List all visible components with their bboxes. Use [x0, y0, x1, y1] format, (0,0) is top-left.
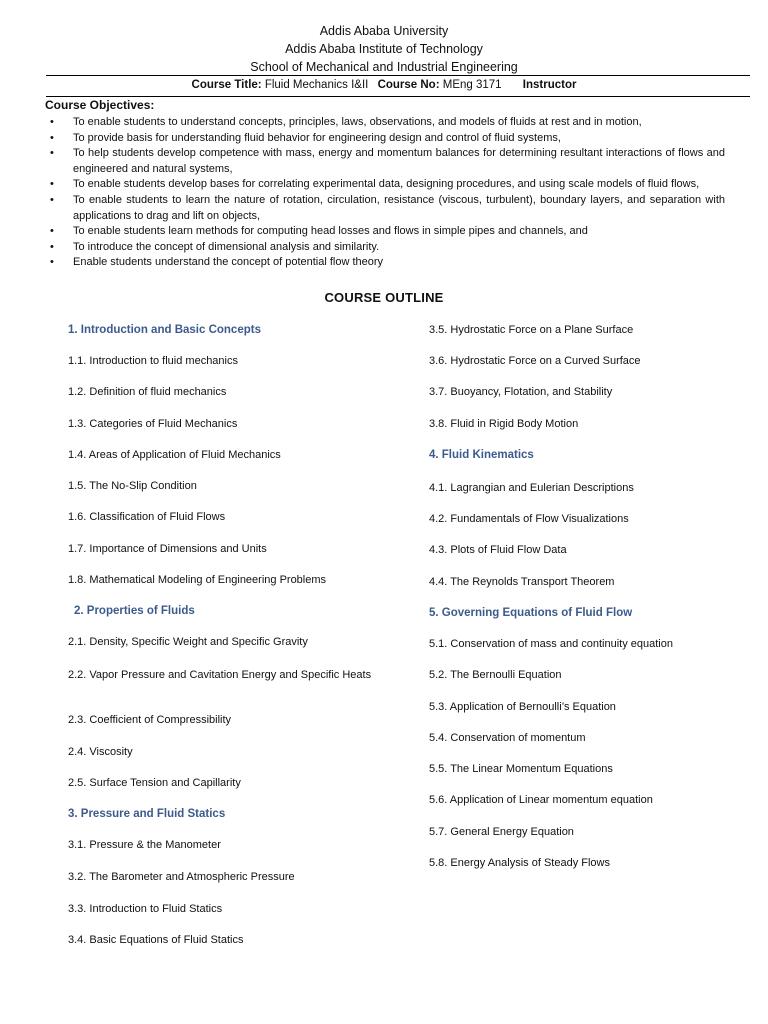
- outline-item: 4.3. Plots of Fluid Flow Data: [429, 544, 567, 556]
- objective-item: [45, 255, 725, 271]
- outline-item: 5.7. General Energy Equation: [429, 826, 574, 838]
- objective-text: To enable students learn methods for computing head losses and flows in simple pipes and channels, and: [73, 225, 588, 238]
- outline-item: 3.8. Fluid in Rigid Body Motion: [429, 418, 579, 430]
- outline-item: 2.5. Surface Tension and Capillarity: [68, 777, 241, 789]
- bullet-icon: •: [50, 178, 54, 191]
- course-number-label: Course No:: [377, 79, 440, 91]
- objective-text: To enable students to learn the nature of rotation, circulation, resistance (viscous, turbulent), boundary layers, and separation with applications to drag and lift on objects,: [73, 193, 725, 222]
- document-header: [0, 22, 768, 76]
- outline-section-heading: 3. Pressure and Fluid Statics: [68, 808, 226, 820]
- objective-item: [45, 224, 725, 240]
- objective-text: To introduce the concept of dimensional analysis and similarity.: [73, 240, 380, 253]
- objectives-heading: Course Objectives:: [45, 98, 155, 112]
- bullet-icon: •: [50, 240, 54, 253]
- outline-item: 4.4. The Reynolds Transport Theorem: [429, 576, 615, 588]
- university-name: Addis Ababa University: [319, 24, 449, 38]
- outline-item: 5.8. Energy Analysis of Steady Flows: [429, 857, 610, 869]
- objective-item: [45, 240, 725, 256]
- outline-item: 5.2. The Bernoulli Equation: [429, 669, 562, 681]
- bullet-icon: •: [50, 131, 54, 144]
- outline-item: 1.4. Areas of Application of Fluid Mechanics: [68, 449, 281, 461]
- outline-item: 5.6. Application of Linear momentum equation: [429, 794, 653, 806]
- objective-item: [45, 193, 725, 224]
- outline-item: 3.3. Introduction to Fluid Statics: [68, 903, 223, 915]
- course-outline-heading: COURSE OUTLINE: [324, 290, 444, 305]
- bullet-icon: •: [50, 225, 54, 238]
- objective-item: [45, 131, 725, 147]
- course-title-value: Fluid Mechanics I&II: [264, 79, 369, 91]
- outline-section-heading: 1. Introduction and Basic Concepts: [68, 324, 261, 336]
- course-info-row: [0, 79, 768, 91]
- outline-item: 5.4. Conservation of momentum: [429, 732, 586, 744]
- outline-item: 1.3. Categories of Fluid Mechanics: [68, 418, 238, 430]
- course-number-value: MEng 3171: [442, 79, 502, 91]
- bullet-icon: •: [50, 147, 54, 160]
- outline-item: 3.5. Hydrostatic Force on a Plane Surface: [429, 324, 634, 336]
- outline-item: 2.2. Vapor Pressure and Cavitation Energy and Specific Heats: [68, 669, 372, 681]
- objective-item: [45, 115, 725, 131]
- outline-item: 3.4. Basic Equations of Fluid Statics: [68, 934, 244, 946]
- outline-item: 3.1. Pressure & the Manometer: [68, 839, 221, 851]
- school-name: School of Mechanical and Industrial Engineering: [250, 60, 518, 74]
- outline-item: 4.2. Fundamentals of Flow Visualizations: [429, 513, 629, 525]
- objective-item: [45, 177, 725, 193]
- objective-text: To help students develop competence with mass, energy and momentum balances for determining resultant interactions of flows and engineered and natural systems,: [73, 147, 725, 175]
- course-title-label: Course Title:: [191, 79, 262, 91]
- outline-item: 3.6. Hydrostatic Force on a Curved Surface: [429, 355, 641, 367]
- outline-section-heading: 2. Properties of Fluids: [74, 605, 195, 617]
- objective-text: To enable students develop bases for correlating experimental data, designing procedures, and using scale models of fluid flows,: [73, 178, 700, 191]
- outline-item: 2.4. Viscosity: [68, 746, 133, 758]
- objective-text: To enable students to understand concepts, principles, laws, observations, and models of fluids at rest and in motion,: [73, 116, 642, 128]
- outline-item: 5.3. Application of Bernoulli’s Equation: [429, 701, 616, 713]
- outline-item: 5.5. The Linear Momentum Equations: [429, 763, 613, 775]
- outline-item: 1.6. Classification of Fluid Flows: [68, 511, 226, 523]
- bottom-rule: [46, 96, 750, 97]
- outline-section-heading: 5. Governing Equations of Fluid Flow: [429, 607, 633, 619]
- objective-item: [45, 146, 725, 177]
- outline-item: 2.1. Density, Specific Weight and Specific Gravity: [68, 636, 308, 648]
- outline-item: 1.2. Definition of fluid mechanics: [68, 386, 227, 398]
- bullet-icon: •: [50, 116, 54, 128]
- outline-item: 5.1. Conservation of mass and continuity equation: [429, 638, 673, 650]
- outline-item: 4.1. Lagrangian and Eulerian Descriptions: [429, 482, 634, 494]
- bullet-icon: •: [50, 193, 54, 206]
- institute-name: Addis Ababa Institute of Technology: [285, 42, 483, 56]
- objective-text: To provide basis for understanding fluid behavior for engineering design and control of fluid systems,: [73, 131, 561, 144]
- outline-item: 3.7. Buoyancy, Flotation, and Stability: [429, 386, 613, 398]
- outline-item: 1.5. The No-Slip Condition: [68, 480, 197, 492]
- top-rule: [46, 75, 750, 76]
- outline-item: 1.1. Introduction to fluid mechanics: [68, 355, 238, 367]
- objectives-list: [45, 115, 725, 271]
- bullet-icon: •: [50, 256, 54, 269]
- outline-item: 3.2. The Barometer and Atmospheric Pressure: [68, 871, 295, 883]
- outline-section-heading: 4. Fluid Kinematics: [429, 449, 534, 461]
- outline-item: 1.8. Mathematical Modeling of Engineering Problems: [68, 574, 327, 586]
- outline-item: 2.3. Coefficient of Compressibility: [68, 714, 232, 726]
- objective-text: Enable students understand the concept of potential flow theory: [73, 256, 384, 269]
- instructor-label: Instructor: [522, 79, 577, 91]
- outline-item: 1.7. Importance of Dimensions and Units: [68, 543, 267, 555]
